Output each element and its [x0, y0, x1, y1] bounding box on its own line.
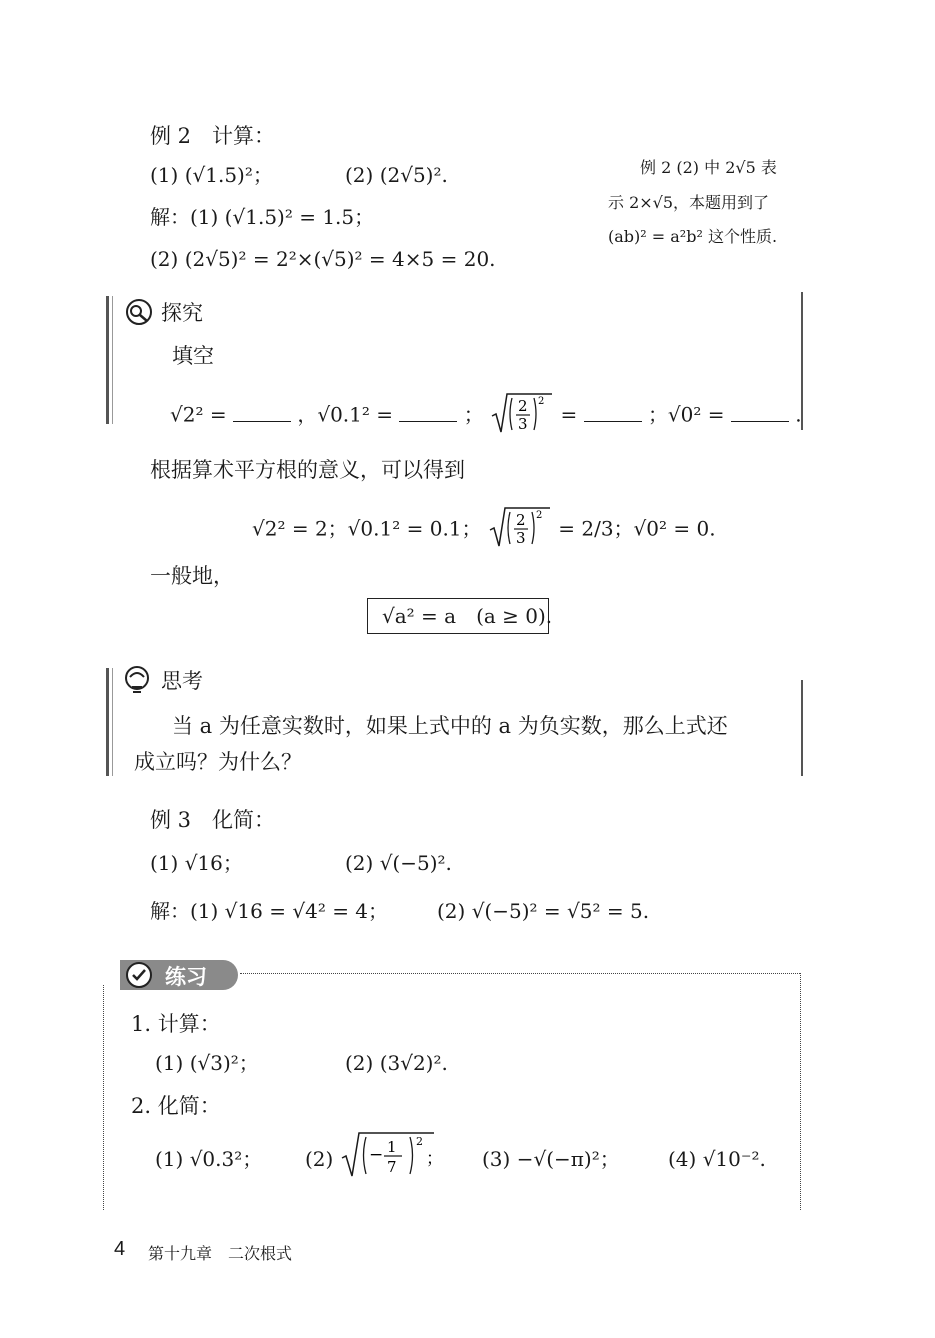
explore-fill-row	[170, 396, 802, 436]
fill-blank-4[interactable]	[731, 403, 789, 422]
fill-expr-5: ；√0² =	[647, 402, 725, 427]
example3-solution-2: (2) √(−5)² = √5² = 5.	[437, 899, 650, 923]
fill-blank-2[interactable]	[399, 403, 457, 422]
explore-instruction: 填空	[172, 344, 214, 368]
example3-q1: (1) √16；	[150, 851, 243, 875]
fill-expr-3: ；	[463, 402, 484, 427]
think-icon	[122, 665, 152, 695]
think-line-2: 成立吗？为什么？	[134, 750, 302, 774]
fill-blank-1[interactable]	[233, 403, 291, 422]
explore-left-bar	[106, 296, 109, 424]
svg-text:−: −	[369, 1145, 384, 1165]
exercise-1b: (2) (3√2)².	[345, 1051, 448, 1075]
think-left-bar-2	[112, 668, 113, 776]
explore-icon	[124, 297, 154, 327]
exercise-icon	[124, 960, 154, 990]
exercise-dotted-right	[800, 973, 801, 1210]
example3-heading: 例 3 化简：	[150, 808, 276, 832]
exercise-2b-sqrt-fraction	[340, 1130, 443, 1180]
fill-expr-2: ，√0.1² =	[297, 402, 394, 427]
fraction-sqrt-expr	[490, 396, 554, 436]
derive-result-1: √2² = 2；√0.1² = 0.1；	[252, 516, 482, 541]
exercise-2a: (1) √0.3²；	[155, 1147, 263, 1171]
svg-text:；: ；	[426, 1149, 443, 1169]
derive-fraction-sqrt	[488, 510, 552, 550]
exercise-problem-1: 1. 计算：	[131, 1012, 221, 1036]
page-number: 4	[114, 1238, 126, 1260]
svg-text:2: 2	[535, 510, 543, 521]
example2-solution-1: 解：(1) (√1.5)² = 1.5；	[150, 205, 375, 229]
exercise-dotted-top	[240, 973, 800, 974]
svg-text:2: 2	[515, 511, 526, 529]
example3-solution-1: 解：(1) √16 = √4² = 4；	[150, 899, 389, 923]
fill-expr-4: =	[560, 402, 578, 427]
exercise-title: 练习	[165, 965, 207, 989]
derive-general: 一般地，	[150, 564, 234, 588]
side-note-line1: 例 2 (2) 中 2√5 表	[640, 158, 777, 177]
explore-left-bar-2	[112, 296, 113, 424]
derive-intro: 根据算术平方根的意义，可以得到	[150, 458, 465, 482]
think-title: 思考	[161, 669, 203, 693]
think-left-bar	[106, 668, 109, 776]
derive-result-2: = 2/3；√0² = 0.	[558, 516, 716, 541]
derive-results-row	[252, 510, 716, 550]
svg-text:3: 3	[515, 529, 526, 547]
svg-text:7: 7	[387, 1158, 397, 1176]
example2-heading: 例 2 计算：	[150, 124, 276, 148]
example2-solution-2: (2) (2√5)² = 2²×(√5)² = 4×5 = 20.	[150, 247, 496, 271]
exercise-problem-2: 2. 化简：	[131, 1094, 221, 1118]
fill-end: .	[795, 402, 802, 427]
side-note-line3: (ab)² = a²b² 这个性质.	[608, 227, 778, 246]
exercise-2b-label: (2)	[305, 1147, 334, 1171]
example3-q2: (2) √(−5)².	[345, 851, 452, 875]
exercise-1a: (1) (√3)²；	[155, 1051, 259, 1075]
exercise-dotted-left	[103, 985, 104, 1210]
svg-text:2: 2	[416, 1135, 423, 1148]
example2-q2: (2) (2√5)².	[345, 163, 448, 187]
formula-box	[367, 598, 553, 634]
fill-expr-1: √2² =	[170, 402, 227, 427]
fill-blank-3[interactable]	[584, 403, 642, 422]
explore-title: 探究	[161, 301, 203, 325]
think-right-bar	[801, 680, 803, 776]
chapter-title: 第十九章 二次根式	[148, 1244, 293, 1263]
exercise-2d: (4) √10⁻².	[668, 1147, 766, 1171]
think-line-1: 当 a 为任意实数时，如果上式中的 a 为负实数，那么上式还	[172, 714, 728, 738]
svg-text:2: 2	[538, 396, 545, 407]
svg-text:3: 3	[518, 415, 528, 433]
svg-text:1: 1	[387, 1138, 397, 1156]
example2-q1: (1) (√1.5)²；	[150, 163, 273, 187]
side-note-line2: 示 2×√5，本题用到了	[608, 193, 770, 212]
exercise-2c: (3) −√(−π)²；	[482, 1147, 620, 1171]
svg-text:2: 2	[518, 397, 528, 415]
formula-text: √a² = a (a ≥ 0).	[382, 604, 553, 628]
